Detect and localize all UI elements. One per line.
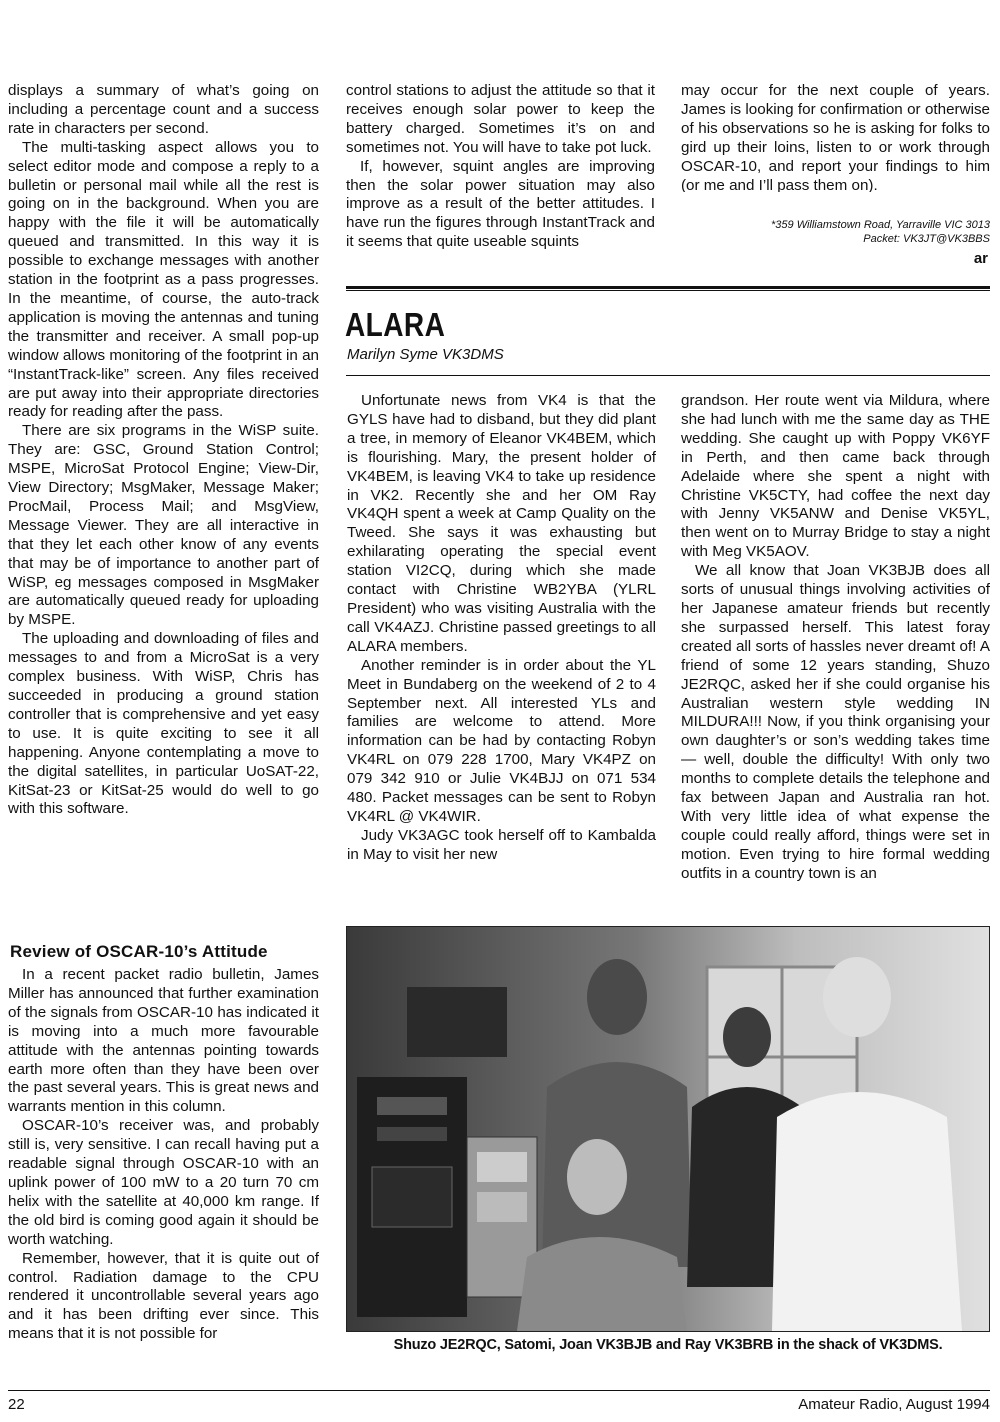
section-divider-thin — [346, 290, 990, 291]
column-1-text — [8, 82, 319, 900]
photo-caption: Shuzo JE2RQC, Satomi, Joan VK3BJB and Ray VK3BRB in the shack of VK3DMS. — [393, 1337, 943, 1353]
column-4-text — [347, 392, 656, 904]
section-divider — [346, 286, 990, 289]
paragraph: If, however, squint angles are improving then the solar power situation may also improve as a result of the better attitudes. I have run the figures through InstantTrack and it seems that quite useable squints — [346, 157, 655, 251]
byline-divider — [346, 375, 990, 376]
author-address — [690, 218, 990, 246]
paragraph: Judy VK3AGC took herself off to Kambalda in May to visit her new — [347, 826, 656, 863]
subsection-title: Review of OSCAR-10’s Attitude — [10, 942, 268, 961]
paragraph: control stations to adjust the attitude so that it receives enough solar power to keep the battery charged. Sometimes it’s on and sometimes not. You will have to take pot luck. — [346, 82, 655, 156]
paragraph: displays a summary of what’s going on including a percentage count and a success rate in characters per second. — [8, 82, 319, 137]
paragraph: Unfortunate news from VK4 is that the GYLS have had to disband, but they did plant a tree, in memory of Eleanor VK4BEM, which is flourishing. Mary, the present holder of VK4BEM, is leaving VK4 to take up residence in VK2. Recently she and her OM Ray VK4QH spent a week at Camp Quality on the Tweed. She says it was exhausting but exhilarating operating the special event station VI2CQ, during which she made contact with Christine WB2YBA (YLRL President) who was visiting Australia with the call VK4AZJ. Christine passed greetings to all ALARA members. — [347, 392, 656, 655]
paragraph: may occur for the next couple of years. James is looking for confirmation or otherwise of his observations so he is asking for folks to gird up their loins, listen to or work through OSCAR-10, and report your findings to him (or me and I’ll pass them on). — [681, 82, 990, 192]
paragraph: grandson. Her route went via Mildura, where she had lunch with me the same day as THE wedding. She caught up with Poppy VK6YF in Perth, and then came back through Adelaide where she spent a night with Christine VK5CTY, had coffee the next day with Jenny VK5ANW and Denise VK5YL, then went on to Murray Bridge to stay a night with Meg VK5AOV. — [681, 392, 990, 561]
section-title: ALARA — [345, 306, 446, 343]
column-6-text — [8, 966, 319, 1366]
paragraph: We all know that Joan VK3BJB does all sorts of unusual things involving activities of her Japanese amateur friends but recently she surpassed herself. This latest foray created all sorts of hassles never dreamt of! A friend of some 12 years standing, Shuzo JE2RQC, asked her if she could organise his Australian western style wedding IN MILDURA!!! Now, if you think organising your own daughter’s or son’s wedding takes time — well, double the difficulty! With only two months to complete details the telephone and fax between Japan and Australia ran hot. With very little idea of what expense the couple could really afford, things were set in motion. Even trying to hire formal wedding outfits in a country town is an — [681, 562, 990, 882]
packet-address: Packet: VK3JT@VK3BBS — [863, 233, 990, 245]
section-byline: Marilyn Syme VK3DMS — [347, 346, 504, 363]
column-3-text — [681, 82, 990, 192]
column-5-text — [681, 392, 990, 904]
end-mark: ar — [973, 250, 988, 267]
paragraph: The multi-tasking aspect allows you to select editor mode and compose a reply to a bulletin or personal mail while all the rest is going on in the background. When you are happy with the file it will be automatically queued and transmitted. In this way it is possible to exchange messages with another station in the footprint as a pass progresses. In the meantime, of course, the auto-track application is moving the antennas and tuning the transmitter and receiver. A small pop-up window allows monitoring of the footprint in an “InstantTrack-like” screen. Any files received are put away into their appropriate directories ready for reading after the pass. — [8, 138, 319, 421]
footer-divider — [8, 1390, 990, 1391]
paragraph: OSCAR-10’s receiver was, and probably still is, very sensitive. I can recall having put a readable signal through OSCAR-10 with an uplink power of 100 mW to a 20 turn 70 cm helix with the satellite at 40,000 km range. If the old bird is coming good again it should be worth watching. — [8, 1117, 319, 1248]
publication-info: Amateur Radio, August 1994 — [798, 1396, 990, 1413]
paragraph: Another reminder is in order about the YL Meet in Bundaberg on the weekend of 2 to 4 September next. All interested YLs and families are welcome to attend. More information can be had by contacting Robyn VK4RL on 079 228 1700, Mary VK4PZ on 079 342 910 or Julie VK4BJJ on 071 534 480. Packet messages can be sent to Robyn VK4RL @ VK4WIR. — [347, 656, 656, 825]
photo — [346, 926, 990, 1332]
page-number: 22 — [8, 1396, 25, 1413]
paragraph: In a recent packet radio bulletin, James Miller has announced that further examination of the signals from OSCAR-10 has indicated it is moving into a much more favourable attitude with the antennas pointing towards earth more often than they have been over the past several years. This is great news and warrants mention in this column. — [8, 966, 319, 1116]
paragraph: Remember, however, that it is quite out of control. Radiation damage to the CPU rendered it uncontrollable several years ago and it has been drifting ever since. This means that it is not possible for — [8, 1249, 319, 1343]
address-line: *359 Williamstown Road, Yarraville VIC 3013 — [771, 219, 990, 231]
column-2-text — [346, 82, 655, 270]
paragraph: The uploading and downloading of files and messages to and from a MicroSat is a very complex business. With WiSP, Chris has succeeded in producing a ground station controller that is comprehensive and yet easy to use. It is quite exciting to see it all happening. Anyone contemplating a move to the digital satellites, in particular UoSAT-22, KitSat-23 or KitSat-25 would do well to go with this software. — [8, 630, 319, 818]
photo-image — [347, 927, 989, 1331]
paragraph: There are six programs in the WiSP suite. They are: GSC, Ground Station Control; MSPE, MicroSat Protocol Engine; View-Dir, View Directory; MsgMaker, Message Maker; ProcMail, Process Mail; and MsgView, Message Viewer. They are all interactive in that they let each other know of any events that may be of importance to another part of WiSP, eg messages composed in MsgMaker are automatically queued ready for uploading by MSPE. — [8, 422, 319, 629]
